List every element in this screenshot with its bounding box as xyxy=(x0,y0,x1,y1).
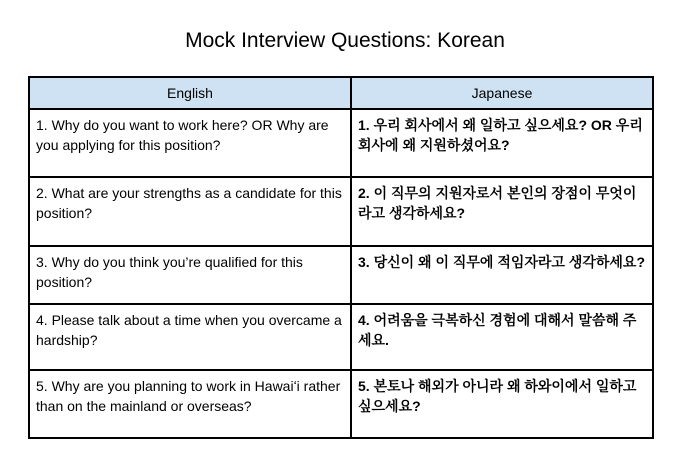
translated-question-cell: 1. 우리 회사에서 왜 일하고 싶으세요? OR 우리 회사에 왜 지원하셨어요? xyxy=(351,109,653,177)
translated-question-cell: 3. 당신이 왜 이 직무에 적임자라고 생각하세요? xyxy=(351,246,653,304)
column-header-japanese: Japanese xyxy=(351,77,653,109)
english-question-cell: 3. Why do you think you’re qualified for this position? xyxy=(29,246,351,304)
questions-table xyxy=(28,76,654,439)
table-row xyxy=(29,177,653,246)
english-question-cell: 5. Why are you planning to work in Hawaiʻi rather than on the mainland or overseas? xyxy=(29,370,351,438)
english-question-cell: 1. Why do you want to work here? OR Why are you applying for this position? xyxy=(29,109,351,177)
translated-question-cell: 4. 어려움을 극복하신 경험에 대해서 말씀해 주세요. xyxy=(351,304,653,370)
translated-question-cell: 5. 본토나 해외가 아니라 왜 하와이에서 일하고 싶으세요? xyxy=(351,370,653,438)
table-row xyxy=(29,304,653,370)
table-header-row xyxy=(29,77,653,109)
table-row xyxy=(29,109,653,177)
english-question-cell: 4. Please talk about a time when you overcame a hardship? xyxy=(29,304,351,370)
column-header-english: English xyxy=(29,77,351,109)
english-question-cell: 2. What are your strengths as a candidate for this position? xyxy=(29,177,351,246)
table-row xyxy=(29,370,653,438)
translated-question-cell: 2. 이 직무의 지원자로서 본인의 장점이 무엇이라고 생각하세요? xyxy=(351,177,653,246)
table-row xyxy=(29,246,653,304)
page-title: Mock Interview Questions: Korean xyxy=(185,29,505,52)
